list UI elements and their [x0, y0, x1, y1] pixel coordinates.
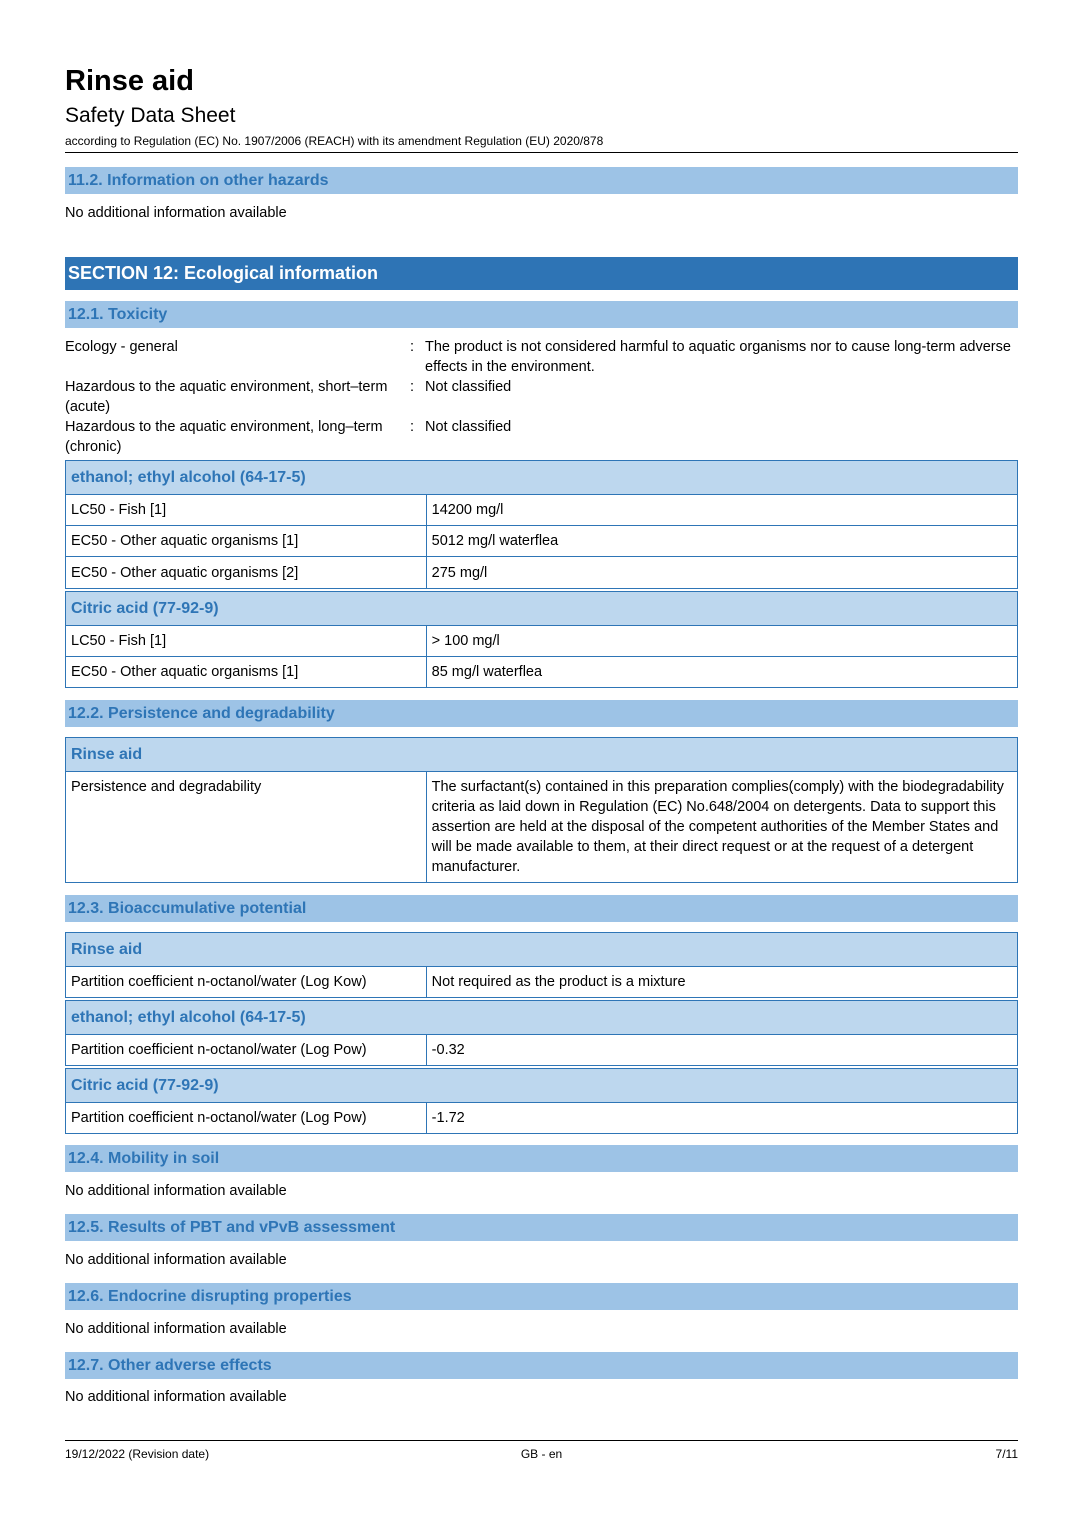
table-cell-key: Partition coefficient n-octanol/water (Log Pow) [66, 1035, 427, 1066]
table-cell-key: Partition coefficient n-octanol/water (Log Kow) [66, 967, 427, 998]
property-colon: : [410, 339, 415, 355]
table-row [66, 772, 1018, 883]
property-label: Hazardous to the aquatic environment, long–term (chronic) [65, 419, 383, 455]
property-colon: : [410, 379, 415, 395]
table-cell-value: 275 mg/l [426, 557, 1017, 589]
footer-divider [65, 1440, 1018, 1441]
text-12-7: No additional information available [65, 1389, 287, 1405]
table-cell-key: LC50 - Fish [1] [66, 495, 427, 526]
table-row [66, 967, 1018, 998]
property-row [65, 337, 1018, 377]
substance-name: ethanol; ethyl alcohol (64-17-5) [66, 1001, 1018, 1035]
bioaccumulation-table-rinse-aid [65, 932, 1018, 998]
table-row [66, 557, 1018, 589]
section-12-heading: SECTION 12: Ecological information [65, 257, 1018, 290]
property-value: Not classified [425, 419, 512, 435]
ethanol-toxicity-table [65, 460, 1018, 589]
property-label: Ecology - general [65, 339, 178, 355]
text-12-5: No additional information available [65, 1252, 287, 1268]
header-divider [65, 152, 1018, 153]
table-cell-key: Partition coefficient n-octanol/water (Log Pow) [66, 1103, 427, 1134]
table-row [66, 526, 1018, 557]
document-page [65, 0, 1018, 1527]
toxicity-properties [65, 337, 1018, 457]
table-row [66, 1103, 1018, 1134]
table-cell-key: EC50 - Other aquatic organisms [1] [66, 526, 427, 557]
table-cell-value: 14200 mg/l [426, 495, 1017, 526]
table-cell-value: -0.32 [426, 1035, 1017, 1066]
table-row [66, 1035, 1018, 1066]
substance-name: Citric acid (77-92-9) [66, 592, 1018, 626]
table-cell-value: The surfactant(s) contained in this preparation complies(comply) with the biodegradability criteria as laid down in Regulation (EC) No.648/2004 on detergents. Data to support this assertion are held at the disposal of the competent authorities of the Member States and will be made available to them, at their direct request or at the request of a detergent manufacturer. [426, 772, 1017, 883]
table-cell-key: EC50 - Other aquatic organisms [1] [66, 657, 427, 688]
heading-12-1: 12.1. Toxicity [65, 301, 1018, 328]
heading-11-2: 11.2. Information on other hazards [65, 167, 1018, 194]
table-cell-value: 85 mg/l waterflea [426, 657, 1017, 688]
regulation-note: according to Regulation (EC) No. 1907/2006 (REACH) with its amendment Regulation (EU) 2020/878 [65, 134, 604, 148]
text-12-6: No additional information available [65, 1321, 287, 1337]
document-subtitle: Safety Data Sheet [65, 104, 236, 127]
substance-name: Citric acid (77-92-9) [66, 1069, 1018, 1103]
heading-12-7: 12.7. Other adverse effects [65, 1352, 1018, 1379]
document-title: Rinse aid [65, 65, 194, 97]
property-colon: : [410, 419, 415, 435]
table-row [66, 495, 1018, 526]
citric-toxicity-table [65, 591, 1018, 688]
substance-name: Rinse aid [66, 933, 1018, 967]
bioaccumulation-table-ethanol [65, 1000, 1018, 1066]
heading-12-5: 12.5. Results of PBT and vPvB assessment [65, 1214, 1018, 1241]
substance-name: Rinse aid [66, 738, 1018, 772]
table-cell-value: > 100 mg/l [426, 626, 1017, 657]
text-12-4: No additional information available [65, 1183, 287, 1199]
table-cell-key: Persistence and degradability [66, 772, 427, 883]
heading-12-6: 12.6. Endocrine disrupting properties [65, 1283, 1018, 1310]
property-row [65, 417, 1018, 457]
heading-12-4: 12.4. Mobility in soil [65, 1145, 1018, 1172]
locale-code: GB - en [520, 1447, 563, 1461]
bioaccumulation-table-citric [65, 1068, 1018, 1134]
table-cell-key: LC50 - Fish [1] [66, 626, 427, 657]
table-cell-value: Not required as the product is a mixture [426, 967, 1017, 998]
substance-name: ethanol; ethyl alcohol (64-17-5) [66, 461, 1018, 495]
table-cell-key: EC50 - Other aquatic organisms [2] [66, 557, 427, 589]
property-row [65, 377, 1018, 417]
table-row [66, 657, 1018, 688]
property-label: Hazardous to the aquatic environment, short–term (acute) [65, 379, 388, 415]
property-value: Not classified [425, 379, 512, 395]
persistence-table [65, 737, 1018, 883]
page-number: 7/11 [995, 1447, 1018, 1461]
table-row [66, 626, 1018, 657]
table-cell-value: -1.72 [426, 1103, 1017, 1134]
property-value: The product is not considered harmful to aquatic organisms nor to cause long-term adverse effects in the environment. [425, 339, 1011, 375]
revision-date: 19/12/2022 (Revision date) [65, 1447, 210, 1461]
text-11-2: No additional information available [65, 205, 287, 221]
table-cell-value: 5012 mg/l waterflea [426, 526, 1017, 557]
heading-12-2: 12.2. Persistence and degradability [65, 700, 1018, 727]
heading-12-3: 12.3. Bioaccumulative potential [65, 895, 1018, 922]
